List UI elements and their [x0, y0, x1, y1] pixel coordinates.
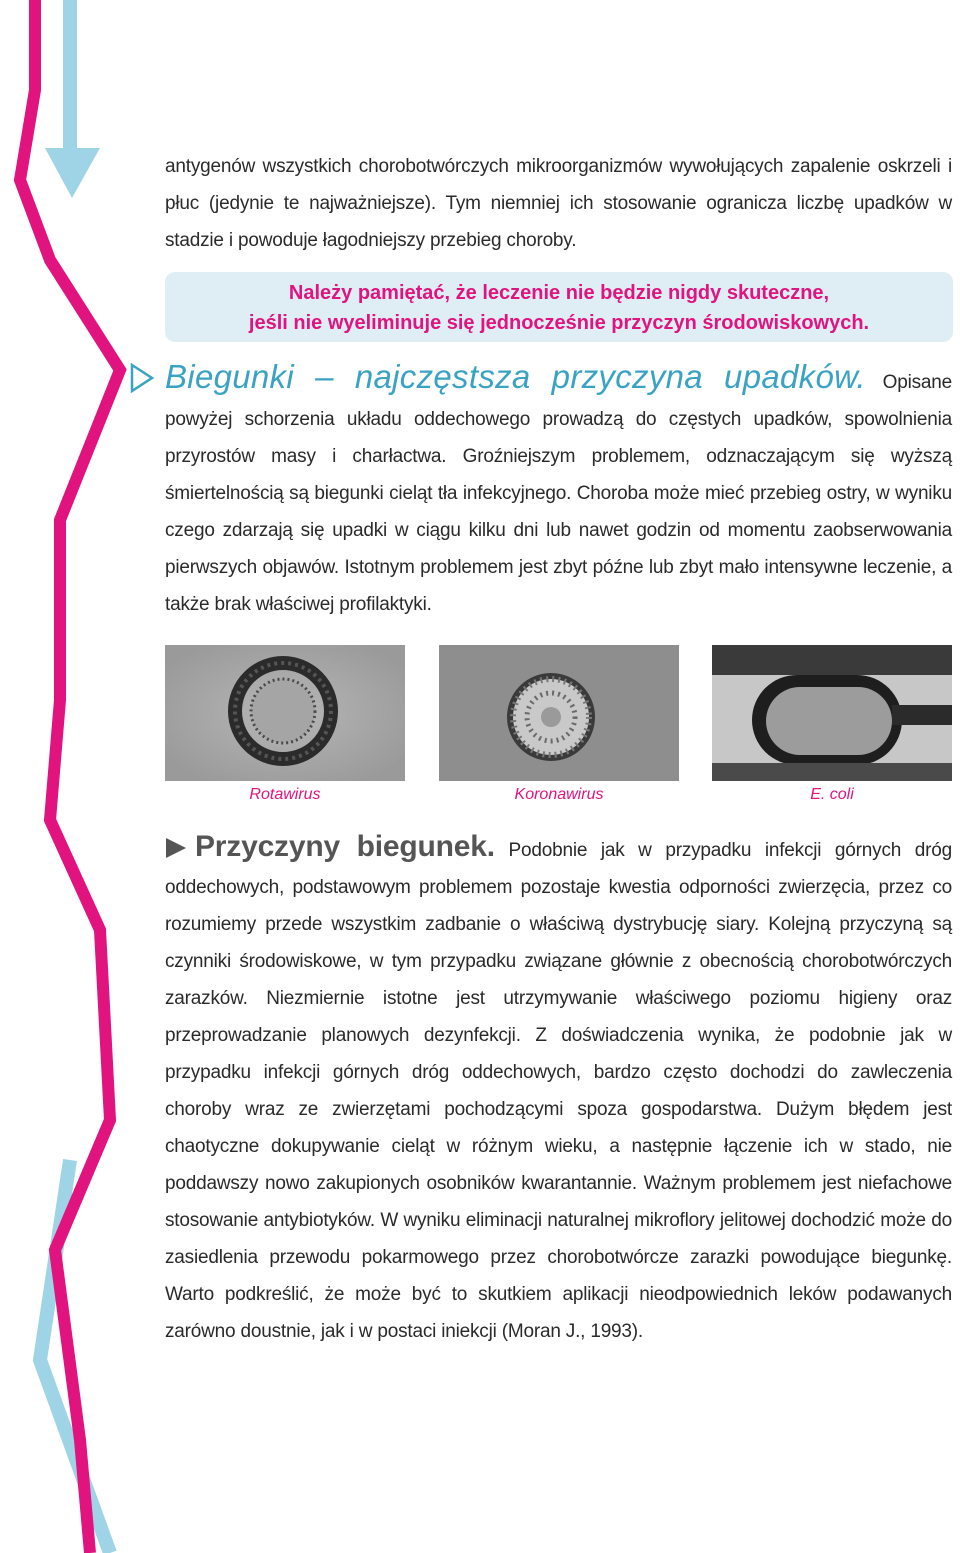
- down-arrow-icon: [45, 0, 100, 198]
- section1-body: Opisane powyżej schorzenia układu oddechowego prowadzą do częstych upadków, spowolnienia przyrostów masy i charłactwa. Groźniejszym problemem, odznaczającym się wyższą śmiertelnością są biegunki cieląt tła infekcyjnego. Choroba może mieć przebieg ostry, w wyniku czego zdarzają się upadki w ciągu kilku dni lub nawet godzin od momentu zaobserwowania pierwszych objawów. Istotnym problemem jest zbyt późne lub zbyt mało intensywne leczenie, a także brak właściwej profilaktyki.: [165, 372, 952, 615]
- intro-paragraph-block: [165, 148, 952, 259]
- callout-line-2: jeśli nie wyeliminuje się jednocześnie przyczyn środowiskowych.: [248, 312, 870, 334]
- coronavirus-micrograph: [439, 645, 679, 781]
- decorative-side-lines: [0, 0, 160, 1553]
- ecoli-micrograph: [712, 645, 952, 781]
- caption-rotavirus: Rotawirus: [249, 786, 321, 803]
- section-diarrhea-causes: [165, 828, 952, 1350]
- section-diarrhea-deaths: [165, 358, 952, 623]
- section2-body: Podobnie jak w przypadku infekcji górnych dróg oddechowych, podstawowym problemem pozostaje kwestia odporności zwierzęcia, przez co rozumiemy przede wszystkim zadbanie o właściwą dystrybucję siary. Kolejną przyczyną są czynniki środowiskowe, w tym przypadku związane głównie z obecnością chorobotwórczych zarazków. Niezmiernie istotne jest utrzymywanie właściwego poziomu higieny oraz przeprowadzanie planowych dezynfekcji. Z doświadczenia wynika, że podobnie jak w przypadku infekcji górnych dróg oddechowych, bardzo często dochodzi do zawleczenia choroby wraz ze zwierzętami pochodzącymi spoza gospodarstwa. Dużym błędem jest chaotyczne dokupywanie cieląt w różnym wieku, a następnie łączenie ich w stado, nie poddawszy nowo zakupionych osobników kwarantannie. Ważnym problemem jest niefachowe stosowanie antybiotyków. W wyniku eliminacji naturalnej mikroflory jelitowej dochodzić może do zasiedlenia przewodu pokarmowego przez chorobotwórcze zarazki powodujące biegunkę. Warto podkreślić, że może być to skutkiem aplikacji nieodpowiednich leków podawanych zarówno doustnie, jak i w postaci iniekcji (Moran J., 1993).: [165, 840, 952, 1342]
- rotavirus-micrograph: [165, 645, 405, 781]
- magenta-zigzag-line: [20, 0, 120, 1553]
- section2-heading: Przyczyny biegunek.: [195, 830, 495, 863]
- warning-callout: [165, 272, 953, 342]
- micrograph-gallery: [165, 645, 952, 805]
- section1-heading: Biegunki – najczęstsza przyczyna upadków.: [165, 358, 866, 395]
- caption-ecoli: E. coli: [810, 786, 854, 803]
- open-triangle-marker-icon: [130, 363, 156, 393]
- caption-coronavirus: Koronawirus: [514, 786, 604, 803]
- intro-paragraph: antygenów wszystkich chorobotwórczych mikroorganizmów wywołujących zapalenie oskrzeli i płuc (jedynie te najważniejsze). Tym niemniej ich stosowanie ogranicza liczbę upadków w stadzie i powoduje łagodniejszy przebieg choroby.: [165, 156, 952, 251]
- callout-line-1: Należy pamiętać, że leczenie nie będzie nigdy skuteczne,: [288, 282, 830, 304]
